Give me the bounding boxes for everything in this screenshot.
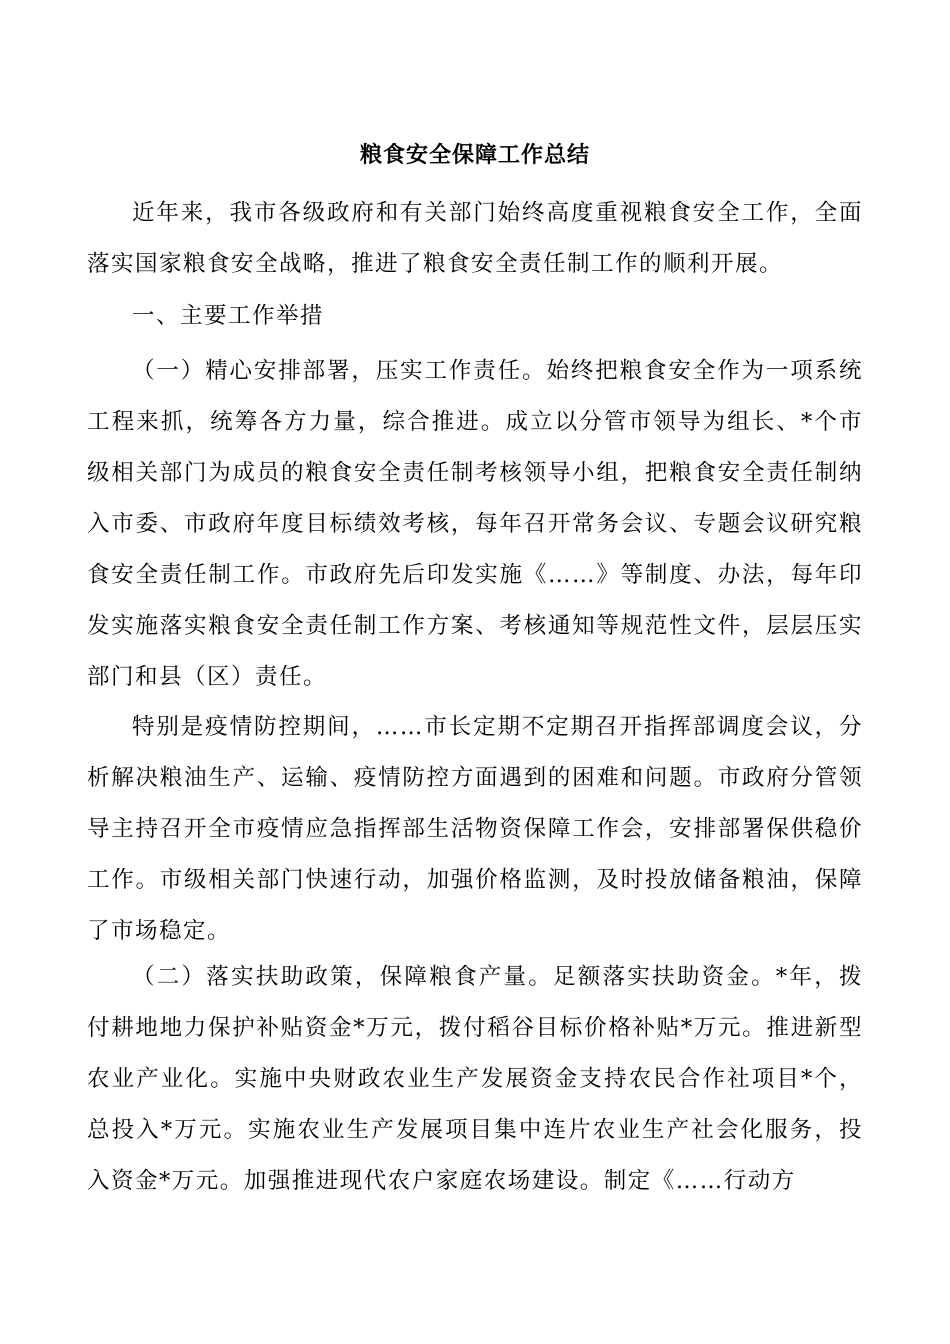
document-title: 粮食安全保障工作总结	[359, 143, 590, 168]
section-heading-main-measures: 一、主要工作举措	[132, 303, 325, 329]
paragraph-epidemic: 特别是疫情防控期间，……市长定期不定期召开指挥部调度会议，分析解决粮油生产、运输、疫情防控方面遇到的困难和问题。市政府分管领导主持召开全市疫情应急指挥部生活物资保障工作会，安排部署保供稳价工作。市级相关部门快速行动，加强价格监测，及时投放储备粮油，保障了市场稳定。	[87, 714, 863, 944]
paragraph-deployment: （一）精心安排部署，压实工作责任。始终把粮食安全作为一项系统工程来抓，统筹各方力量，综合推进。成立以分管市领导为组长、*个市级相关部门为成员的粮食安全责任制考核领导小组，把粮食安全责任制纳入市委、市政府年度目标绩效考核，每年召开常务会议、专题会议研究粮食安全责任制工作。市政府先后印发实施《……》等制度、办法，每年印发实施落实粮食安全责任制工作方案、考核通知等规范性文件，层层压实部门和县（区）责任。	[87, 358, 863, 690]
paragraph-support-policy: （二）落实扶助政策，保障粮食产量。足额落实扶助资金。*年，拨付耕地地力保护补贴资金*万元，拨付稻谷目标价格补贴*万元。推进新型农业产业化。实施中央财政农业生产发展资金支持农民合作社项目*个，总投入*万元。实施农业生产发展项目集中连片农业生产社会化服务，投入资金*万元。加强推进现代农户家庭农场建设。制定《……行动方	[87, 964, 863, 1194]
paragraph-intro: 近年来，我市各级政府和有关部门始终高度重视粮食安全工作，全面落实国家粮食安全战略，推进了粮食安全责任制工作的顺利开展。	[87, 200, 863, 277]
